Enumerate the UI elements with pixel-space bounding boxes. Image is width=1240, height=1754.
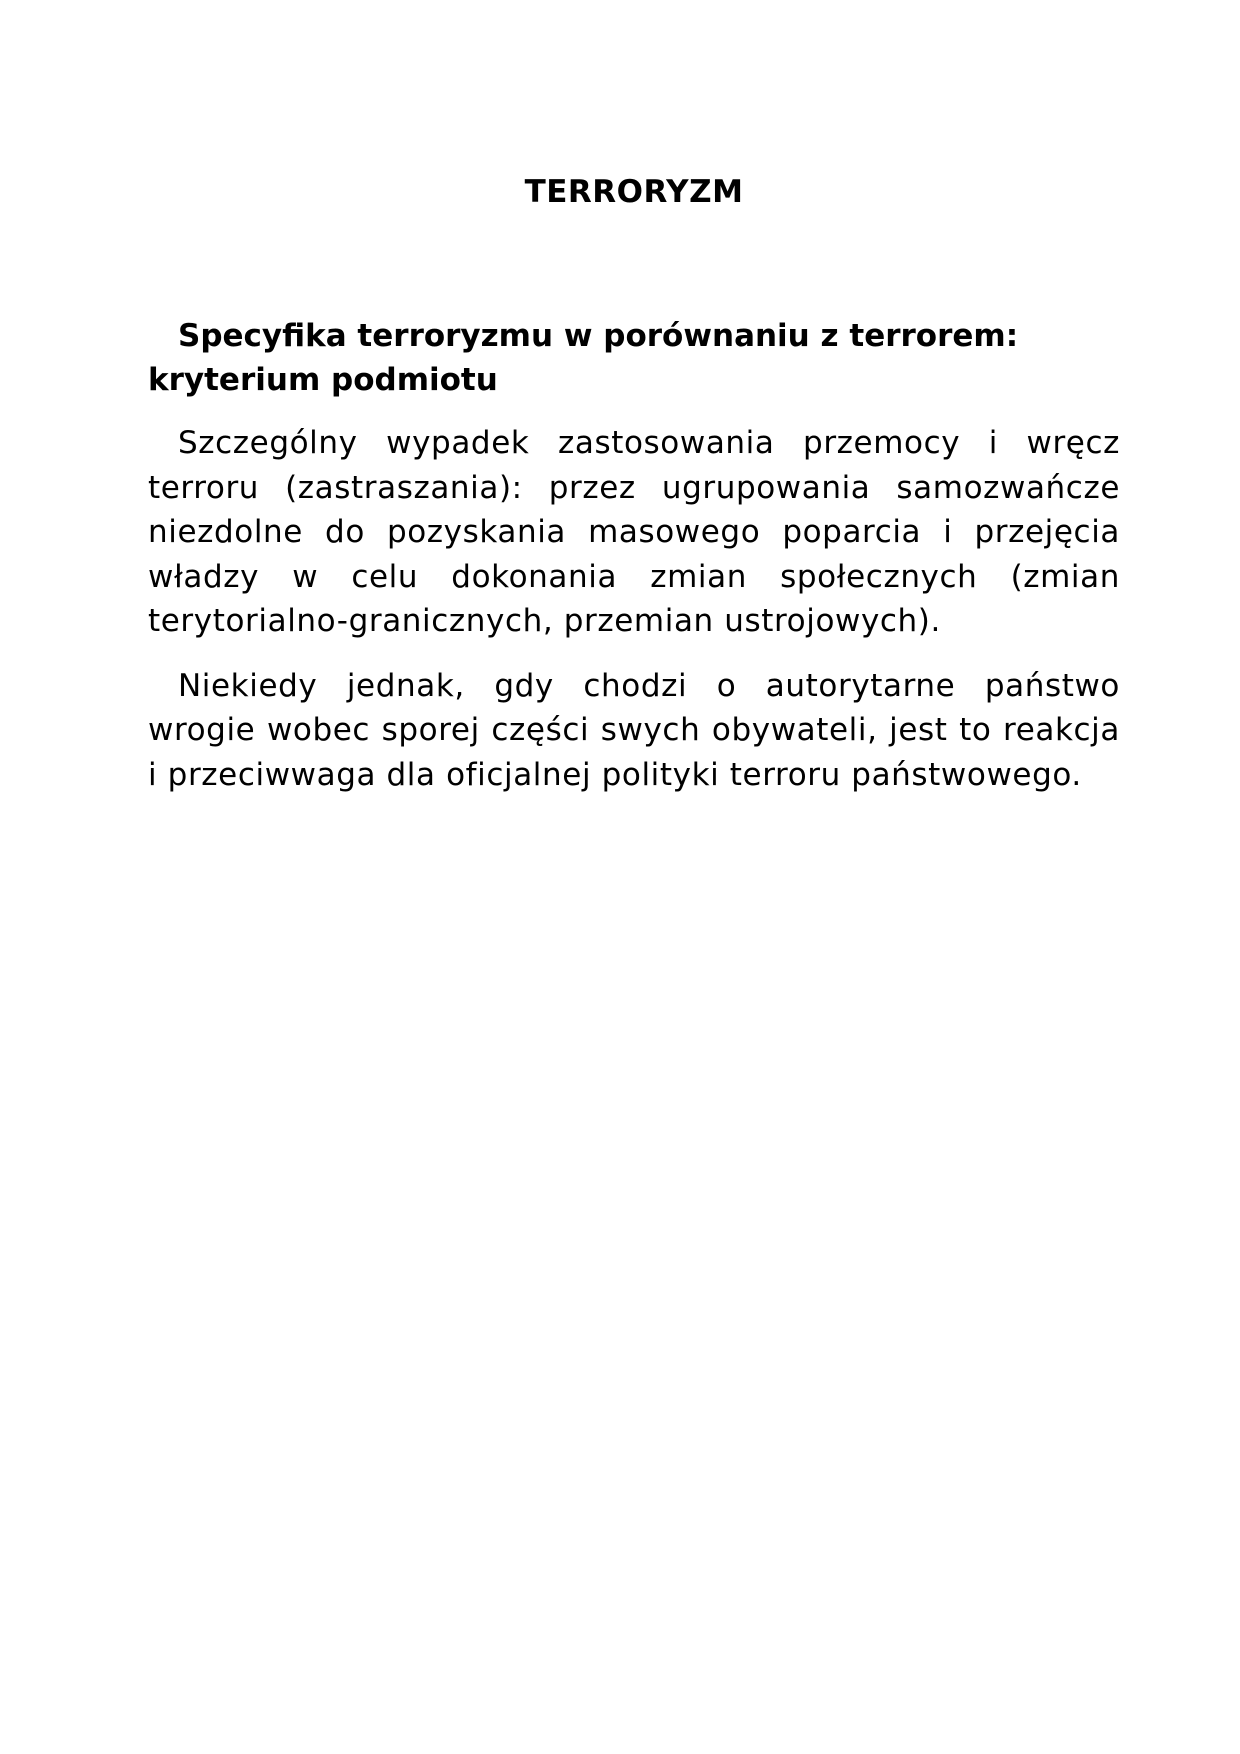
section-heading: Specyfika terroryzmu w porównaniu z terrorem: kryterium podmiotu [148,318,1019,398]
body-paragraph: Niekiedy jednak, gdy chodzi o autorytarne państwo wrogie wobec sporej części swych obywateli, jest to reakcja i przeciwwaga dla oficjalnej polityki terroru państwowego. [148,667,1120,793]
body-paragraph: Szczególny wypadek zastosowania przemocy i wręcz terroru (zastraszania): przez ugrupowania samozwańcze niezdolne do pozyskania masowego poparcia i przejęcia władzy w celu dokonania zmian społecznych (zmian terytorialno-granicznych, przemian ustrojowych). [148,425,1120,639]
document-title: TERRORYZM [524,174,744,210]
document-page [148,172,1120,797]
